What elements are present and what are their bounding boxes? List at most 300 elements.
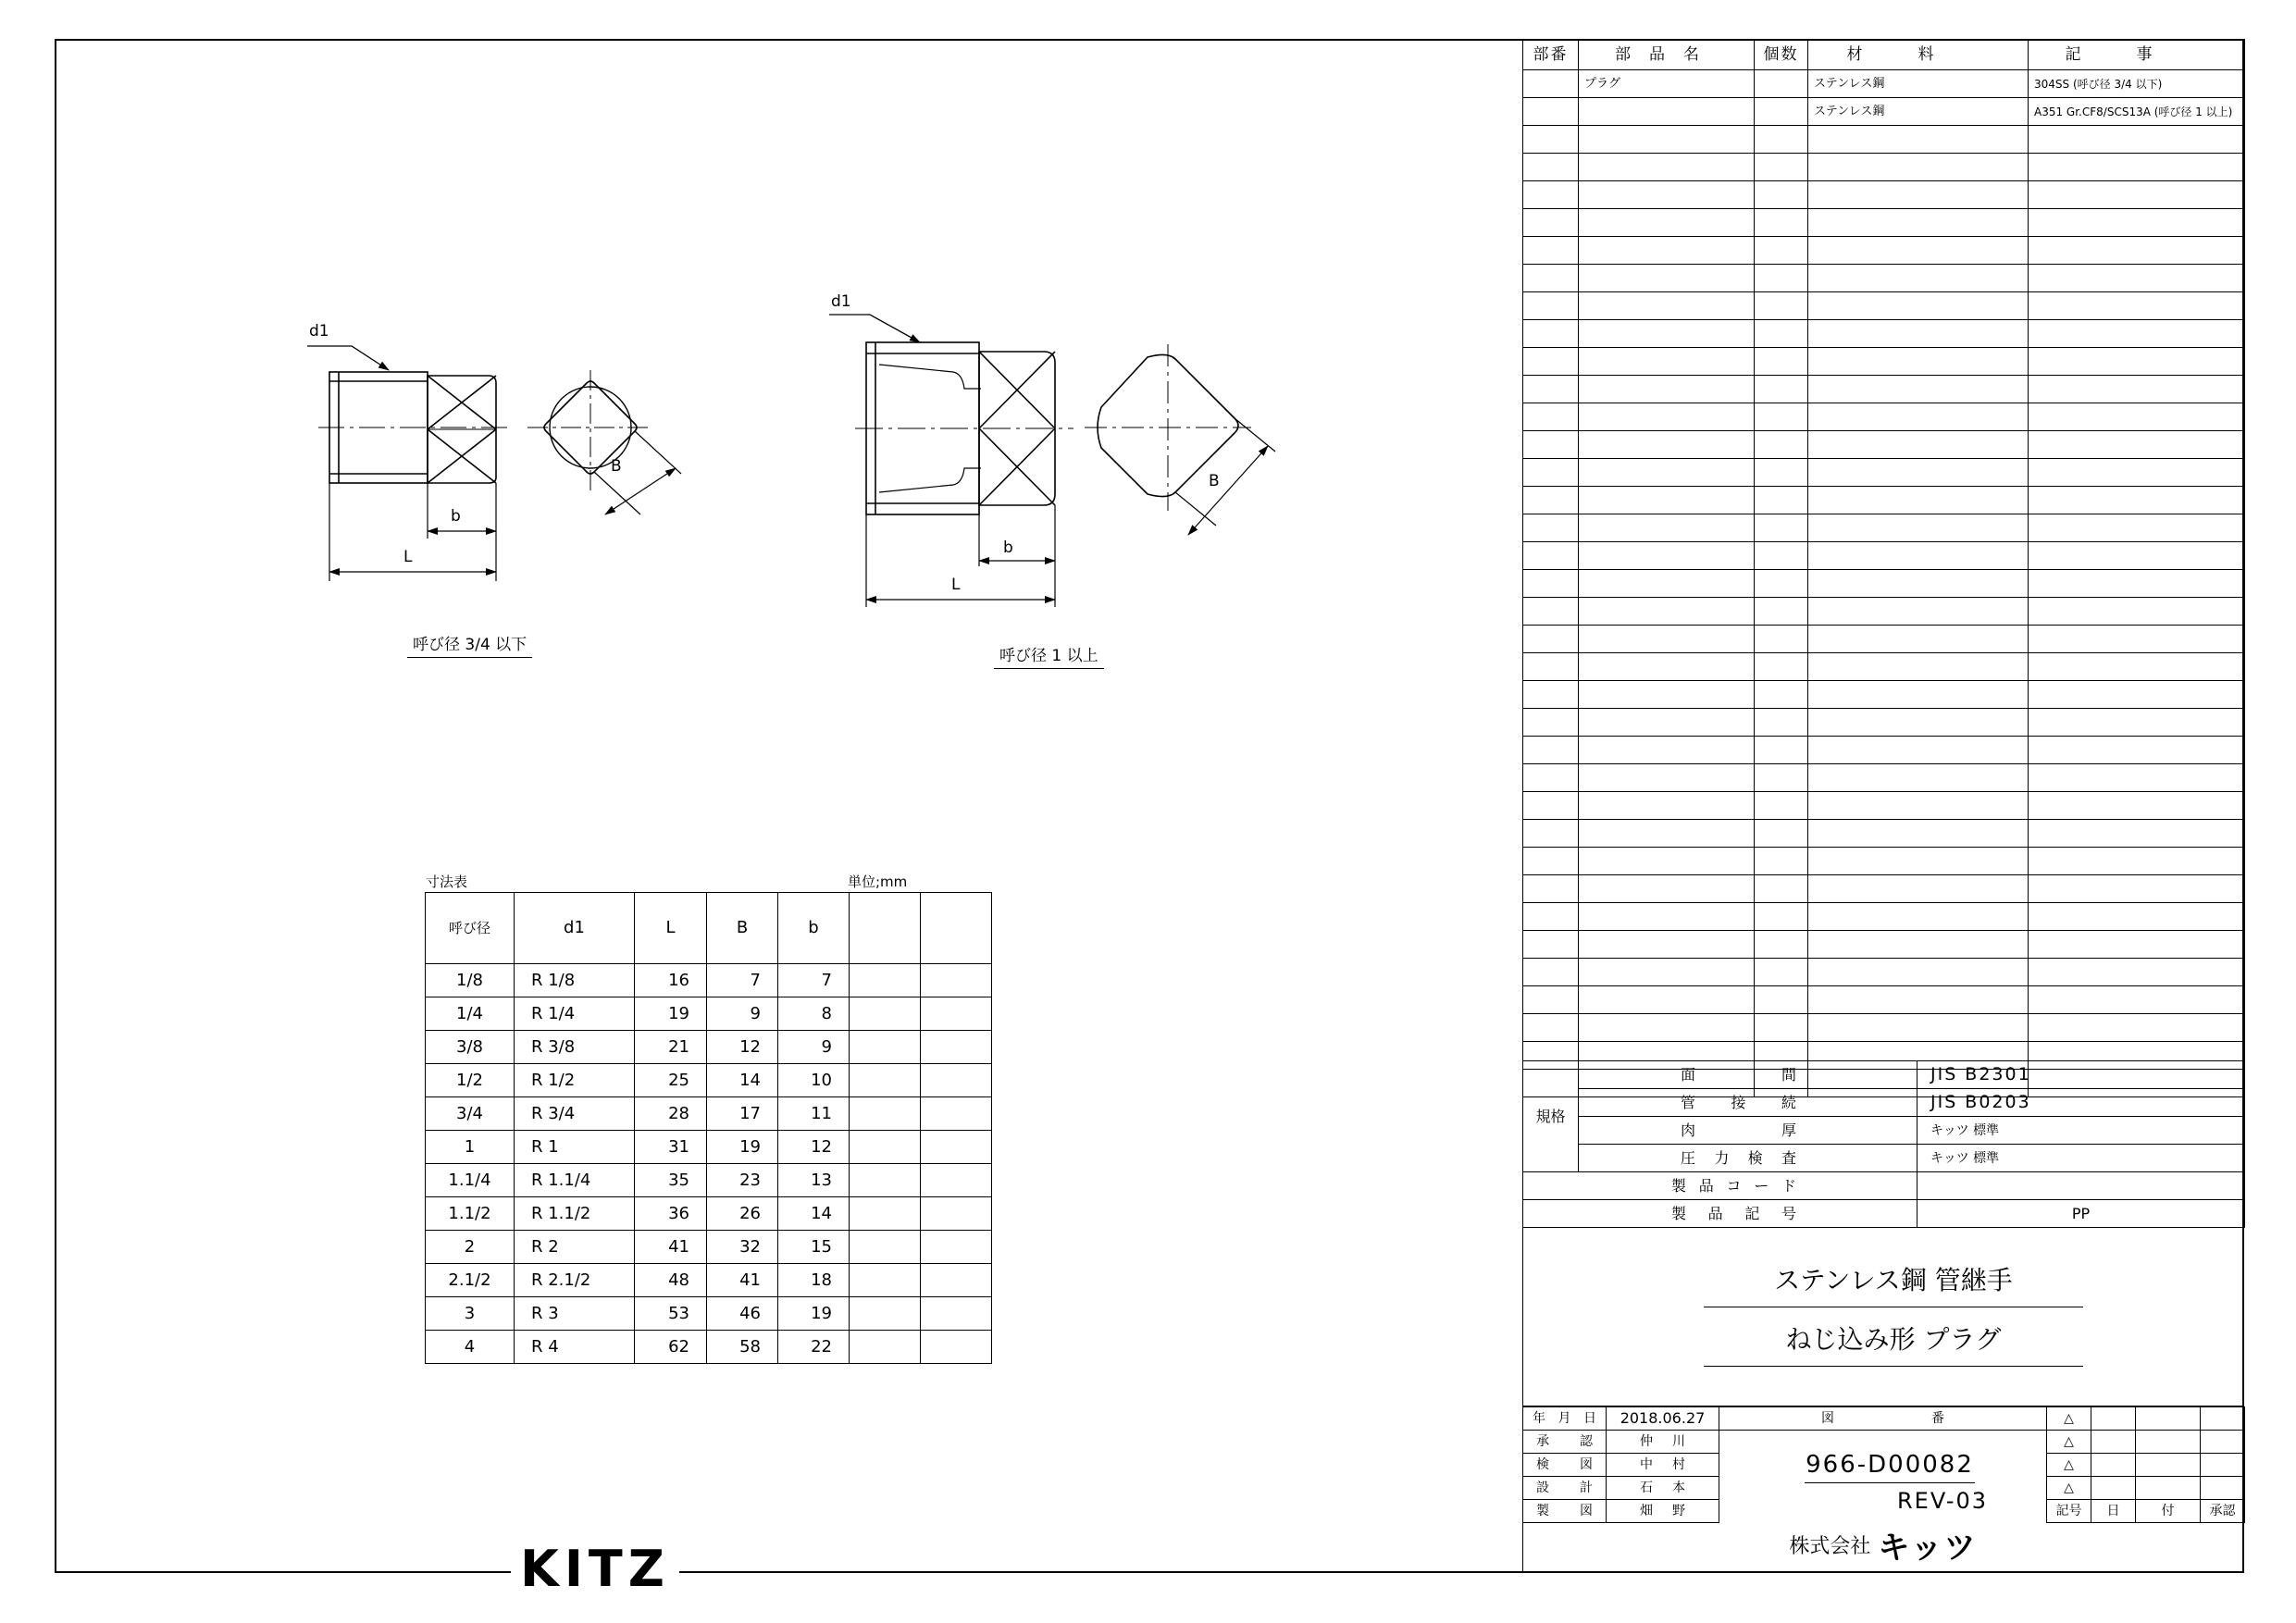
parts-cell (1579, 348, 1755, 376)
parts-cell (1808, 487, 2029, 514)
parts-cell (1579, 98, 1755, 126)
parts-cell (1808, 431, 2029, 459)
dimension-cell (850, 1197, 921, 1231)
parts-cell (1755, 542, 1808, 570)
dimension-cell (921, 1164, 992, 1197)
role-char: 設 (1536, 1481, 1549, 1495)
spaced-char: 品 (1698, 1176, 1714, 1195)
small-b-label: b (451, 507, 461, 526)
dimension-cell: 3 (426, 1297, 515, 1331)
parts-cell (1579, 1014, 1755, 1042)
parts-cell (1808, 709, 2029, 737)
dimension-cell: 18 (778, 1264, 850, 1297)
parts-cell (1523, 931, 1579, 959)
parts-cell (1523, 1014, 1579, 1042)
role-char: 承 (1536, 1434, 1549, 1449)
parts-row (1523, 154, 2245, 181)
parts-cell (1755, 598, 1808, 626)
dimension-cell: R 3/8 (515, 1031, 635, 1064)
parts-cell (2029, 764, 2245, 792)
dimension-cell: 1.1/2 (426, 1197, 515, 1231)
dimension-cell: 17 (707, 1097, 778, 1131)
dimension-cell: 14 (707, 1064, 778, 1097)
parts-cell (1755, 709, 1808, 737)
parts-header: 材料 (1808, 40, 2029, 70)
approval-cell: △ (2047, 1431, 2091, 1454)
dimension-cell (921, 1264, 992, 1297)
approval-cell (2136, 1477, 2201, 1500)
role-char: 製 (1536, 1504, 1549, 1518)
dimension-cell: 1.1/4 (426, 1164, 515, 1197)
parts-cell (1579, 903, 1755, 931)
approval-cell (2201, 1431, 2245, 1454)
parts-header: 記事 (2029, 40, 2245, 70)
parts-cell (1755, 403, 1808, 431)
role-char: 検 (1536, 1457, 1549, 1472)
parts-cell (1755, 875, 1808, 903)
small-plug-end-view (527, 370, 648, 490)
parts-cell (1755, 986, 1808, 1014)
parts-cell (1579, 848, 1755, 875)
parts-cell (2029, 570, 2245, 598)
spaced-char: 日 (1583, 1411, 1596, 1426)
dimension-row (426, 1197, 992, 1231)
parts-cell (1523, 237, 1579, 265)
parts-row (1523, 70, 2245, 98)
large-b-label: b (1003, 539, 1013, 557)
parts-cell (1755, 154, 1808, 181)
parts-cell (1523, 709, 1579, 737)
parts-cell (1755, 514, 1808, 542)
parts-cell (2029, 681, 2245, 709)
parts-cell (2029, 959, 2245, 986)
approval-cell (2091, 1431, 2136, 1454)
parts-header: 部番 (1523, 40, 1579, 70)
dimension-cell: 22 (778, 1331, 850, 1364)
parts-cell (1808, 903, 2029, 931)
dimension-table-unit: 単位;mm (848, 873, 908, 890)
standard-value: キッツ 標準 (1917, 1117, 2245, 1145)
parts-cell (1755, 959, 1808, 986)
parts-cell (1808, 376, 2029, 403)
parts-row (1523, 98, 2245, 126)
approval-cell (1719, 1431, 2047, 1454)
dimension-cell: 53 (635, 1297, 707, 1331)
approval-cell (2201, 1477, 2245, 1500)
dimension-cell (850, 997, 921, 1031)
parts-row (1523, 820, 2245, 848)
dimension-cell (850, 1264, 921, 1297)
approval-cell: △ (2047, 1454, 2091, 1477)
dimension-row (426, 1097, 992, 1131)
parts-cell (1579, 598, 1755, 626)
parts-cell (1808, 875, 2029, 903)
spaced-char: 製 (1671, 1204, 1687, 1222)
parts-cell (2029, 514, 2245, 542)
title-line-2: ねじ込み形 プラグ (1704, 1319, 2083, 1367)
approval-cell (1607, 1454, 1719, 1477)
parts-cell (1523, 126, 1579, 154)
approval-cell (2201, 1454, 2245, 1477)
spaced-char: 検 (1747, 1148, 1763, 1167)
dimension-cell: 12 (707, 1031, 778, 1064)
dimension-table (425, 892, 992, 1364)
approval-cell (2136, 1454, 2201, 1477)
dimension-cell: 10 (778, 1064, 850, 1097)
parts-cell (1755, 1014, 1808, 1042)
spaced-char: 号 (1781, 1204, 1796, 1222)
parts-cell (1523, 403, 1579, 431)
parts-cell (1808, 209, 2029, 237)
dimension-cell: 9 (778, 1031, 850, 1064)
dimension-cell: 62 (635, 1331, 707, 1364)
parts-cell (1523, 181, 1579, 209)
dimension-cell: 19 (635, 997, 707, 1031)
parts-cell (1808, 986, 2029, 1014)
small-plug-side-view (318, 372, 509, 483)
parts-row (1523, 764, 2245, 792)
dimension-cell (921, 1231, 992, 1264)
parts-cell: ステンレス鋼 (1808, 98, 2029, 126)
dimension-cell: R 2 (515, 1231, 635, 1264)
parts-cell (2029, 903, 2245, 931)
spaced-char: コ (1726, 1176, 1742, 1195)
standards-group-label: 規格 (1523, 1061, 1579, 1172)
role-char: 図 (1580, 1504, 1593, 1518)
revision-mark: △ (2047, 1407, 2091, 1431)
parts-cell: ステンレス鋼 (1808, 70, 2029, 98)
parts-row (1523, 126, 2245, 154)
parts-cell (2029, 292, 2245, 320)
parts-cell (1808, 459, 2029, 487)
parts-cell (2029, 126, 2245, 154)
parts-cell (1579, 487, 1755, 514)
drawing-number: 966-D00082 (1805, 1451, 1975, 1483)
parts-cell (1523, 875, 1579, 903)
spaced-char: 記 (1744, 1204, 1760, 1222)
parts-cell (2029, 348, 2245, 376)
dimension-cell (921, 964, 992, 997)
parts-row (1523, 376, 2245, 403)
parts-row (1523, 320, 2245, 348)
parts-row (1523, 681, 2245, 709)
dimension-cell: 8 (778, 997, 850, 1031)
parts-row (1523, 181, 2245, 209)
dim-header (850, 893, 921, 964)
parts-cell (1755, 737, 1808, 764)
spaced-char: 面 (1681, 1065, 1696, 1084)
parts-cell (1523, 653, 1579, 681)
approval-cell (1523, 1454, 1607, 1477)
spaced-char: 番 (1931, 1411, 1944, 1426)
dimension-cell: 16 (635, 964, 707, 997)
dimension-cell (850, 1231, 921, 1264)
dimension-cell (921, 997, 992, 1031)
role-char: 図 (1580, 1457, 1593, 1472)
parts-cell (1755, 459, 1808, 487)
parts-cell (1579, 514, 1755, 542)
dimension-cell (921, 1331, 992, 1364)
spaced-char: 年 (1533, 1411, 1545, 1426)
parts-cell (1808, 1014, 2029, 1042)
dim-header: 呼び径 (426, 893, 515, 964)
parts-cell (2029, 487, 2245, 514)
parts-cell (2029, 431, 2245, 459)
dimension-cell: 11 (778, 1097, 850, 1131)
dimension-cell: 48 (635, 1264, 707, 1297)
dimension-cell: 1/2 (426, 1064, 515, 1097)
spaced-char: 続 (1781, 1093, 1796, 1111)
dimension-cell: 1 (426, 1131, 515, 1164)
dimension-cell: R 3 (515, 1297, 635, 1331)
product-symbol-value: PP (1917, 1200, 2245, 1228)
dimension-cell: R 2.1/2 (515, 1264, 635, 1297)
dim-header: d1 (515, 893, 635, 964)
approver-char: 石 (1640, 1481, 1653, 1495)
parts-cell (1523, 292, 1579, 320)
parts-cell (2029, 737, 2245, 764)
parts-cell (2029, 709, 2245, 737)
spaced-char: 査 (1781, 1148, 1796, 1167)
parts-cell (1523, 348, 1579, 376)
dimension-cell: 2.1/2 (426, 1264, 515, 1297)
parts-cell (1808, 959, 2029, 986)
parts-cell (1755, 626, 1808, 653)
rev-header: 付 (2136, 1500, 2201, 1523)
large-B-label: B (1209, 472, 1220, 490)
parts-header: 部品名 (1579, 40, 1755, 70)
parts-cell (1579, 931, 1755, 959)
parts-cell (1523, 431, 1579, 459)
parts-cell (2029, 931, 2245, 959)
parts-cell (2029, 403, 2245, 431)
parts-cell (1579, 237, 1755, 265)
dimension-cell (850, 1031, 921, 1064)
parts-row (1523, 986, 2245, 1014)
parts-cell (1523, 681, 1579, 709)
parts-cell (2029, 653, 2245, 681)
dimension-cell: 3/8 (426, 1031, 515, 1064)
dimension-cell: R 1/8 (515, 964, 635, 997)
dimension-cell: 21 (635, 1031, 707, 1064)
dimension-cell: R 1/2 (515, 1064, 635, 1097)
dimension-cell: 35 (635, 1164, 707, 1197)
parts-cell: プラグ (1579, 70, 1755, 98)
large-plug-side-view (855, 342, 1074, 514)
dimension-cell: 36 (635, 1197, 707, 1231)
parts-cell (1808, 348, 2029, 376)
dimension-row (426, 1331, 992, 1364)
role-char: 認 (1580, 1434, 1593, 1449)
approval-cell (1523, 1477, 1607, 1500)
parts-cell (1755, 903, 1808, 931)
parts-cell (1523, 487, 1579, 514)
parts-list-table (1522, 39, 2245, 1097)
dimension-cell (921, 1064, 992, 1097)
parts-cell (1579, 320, 1755, 348)
parts-cell: A351 Gr.CF8/SCS13A (呼び径 1 以上) (2029, 98, 2245, 126)
parts-cell (2029, 626, 2245, 653)
parts-cell (1755, 764, 1808, 792)
parts-cell (1523, 598, 1579, 626)
spaced-char: 管 (1681, 1093, 1696, 1111)
parts-cell (1755, 487, 1808, 514)
parts-cell (1579, 681, 1755, 709)
parts-cell (1755, 820, 1808, 848)
parts-row (1523, 403, 2245, 431)
parts-cell (1523, 209, 1579, 237)
standard-value: JIS B0203 (1917, 1089, 2245, 1117)
parts-row (1523, 848, 2245, 875)
approval-cell (1607, 1431, 1719, 1454)
parts-cell (1755, 348, 1808, 376)
approval-cell (1523, 1431, 1607, 1454)
parts-cell (2029, 209, 2245, 237)
parts-cell (1808, 154, 2029, 181)
dimension-cell: 25 (635, 1064, 707, 1097)
parts-row (1523, 292, 2245, 320)
standards-table (1522, 1060, 2245, 1228)
approver-char: 本 (1672, 1481, 1685, 1495)
dimension-cell: R 1.1/4 (515, 1164, 635, 1197)
parts-cell (1579, 181, 1755, 209)
spaced-char: 厚 (1781, 1121, 1796, 1139)
parts-cell (1755, 653, 1808, 681)
parts-cell (1755, 320, 1808, 348)
dimension-cell (921, 1097, 992, 1131)
dimension-cell: 58 (707, 1331, 778, 1364)
dimension-cell: R 3/4 (515, 1097, 635, 1131)
dimension-cell (850, 1164, 921, 1197)
parts-cell (1579, 570, 1755, 598)
parts-cell (1579, 959, 1755, 986)
dimension-cell: 7 (707, 964, 778, 997)
dim-header: B (707, 893, 778, 964)
parts-cell (1579, 403, 1755, 431)
parts-cell (1579, 542, 1755, 570)
parts-row (1523, 237, 2245, 265)
company-block (1522, 1518, 2244, 1573)
parts-row (1523, 626, 2245, 653)
dimension-cell: 1/4 (426, 997, 515, 1031)
parts-cell (1808, 598, 2029, 626)
dimension-cell (850, 1331, 921, 1364)
dimension-cell: 2 (426, 1231, 515, 1264)
parts-row (1523, 598, 2245, 626)
parts-cell (2029, 181, 2245, 209)
parts-cell (1808, 237, 2029, 265)
parts-cell (1808, 820, 2029, 848)
dimension-cell: 4 (426, 1331, 515, 1364)
parts-cell: 304SS (呼び径 3/4 以下) (2029, 70, 2245, 98)
parts-cell (1808, 320, 2029, 348)
spaced-char: 図 (1821, 1411, 1834, 1426)
parts-cell (1808, 792, 2029, 820)
parts-cell (1755, 237, 1808, 265)
standard-value: キッツ 標準 (1917, 1145, 2245, 1172)
dimension-cell: 31 (635, 1131, 707, 1164)
approval-row (1523, 1431, 2245, 1454)
parts-cell (1523, 570, 1579, 598)
parts-cell (1755, 681, 1808, 709)
kitz-logo: KITZ (511, 1540, 679, 1598)
parts-cell (1523, 626, 1579, 653)
small-L-label: L (403, 548, 413, 566)
parts-cell (1808, 681, 2029, 709)
parts-cell (1523, 737, 1579, 764)
parts-row (1523, 487, 2245, 514)
parts-cell (1523, 98, 1579, 126)
parts-row (1523, 1014, 2245, 1042)
spaced-char: ー (1754, 1176, 1769, 1195)
dimension-cell: 26 (707, 1197, 778, 1231)
dimension-cell: 13 (778, 1164, 850, 1197)
parts-cell (1523, 70, 1579, 98)
dimension-cell: 3/4 (426, 1097, 515, 1131)
parts-cell (1523, 903, 1579, 931)
dimension-cell (850, 1064, 921, 1097)
parts-cell (1579, 376, 1755, 403)
dimension-cell: R 1/4 (515, 997, 635, 1031)
dim-header (921, 893, 992, 964)
dimension-cell: 41 (635, 1231, 707, 1264)
small-B-label: B (611, 457, 622, 476)
parts-cell (1755, 431, 1808, 459)
dimension-row (426, 1264, 992, 1297)
parts-cell (2029, 154, 2245, 181)
parts-cell (2029, 459, 2245, 487)
parts-cell (1808, 848, 2029, 875)
title-line-1: ステンレス鋼 管継手 (1704, 1260, 2083, 1307)
dimension-cell: 9 (707, 997, 778, 1031)
parts-cell (1523, 792, 1579, 820)
spaced-char: 肉 (1681, 1121, 1696, 1139)
parts-cell (1808, 514, 2029, 542)
parts-cell (2029, 320, 2245, 348)
large-plug-end-view (1085, 344, 1251, 511)
approval-cell (2136, 1431, 2201, 1454)
parts-cell (1808, 653, 2029, 681)
dimension-row (426, 1064, 992, 1097)
dimension-row (426, 1231, 992, 1264)
parts-cell (1579, 792, 1755, 820)
dimension-cell: 14 (778, 1197, 850, 1231)
dimension-cell: R 4 (515, 1331, 635, 1364)
approver-char: 仲 (1640, 1434, 1653, 1449)
spaced-char: ド (1781, 1176, 1796, 1195)
parts-cell (2029, 376, 2245, 403)
parts-cell (1755, 209, 1808, 237)
parts-row (1523, 514, 2245, 542)
dimension-cell: 32 (707, 1231, 778, 1264)
parts-cell (1755, 70, 1808, 98)
approval-cell (1607, 1477, 1719, 1500)
rev-header: 日 (2091, 1500, 2136, 1523)
parts-cell (1755, 570, 1808, 598)
dimension-cell (850, 964, 921, 997)
spaced-char: 力 (1714, 1148, 1730, 1167)
parts-cell (2029, 1014, 2245, 1042)
parts-cell (1755, 181, 1808, 209)
rev-header: 記号 (2047, 1500, 2091, 1523)
parts-cell (1579, 626, 1755, 653)
approver-char: 野 (1672, 1504, 1685, 1518)
dimension-cell: 1/8 (426, 964, 515, 997)
dimension-cell: 41 (707, 1264, 778, 1297)
parts-row (1523, 792, 2245, 820)
parts-cell (1579, 265, 1755, 292)
spaced-char: 圧 (1681, 1148, 1696, 1167)
